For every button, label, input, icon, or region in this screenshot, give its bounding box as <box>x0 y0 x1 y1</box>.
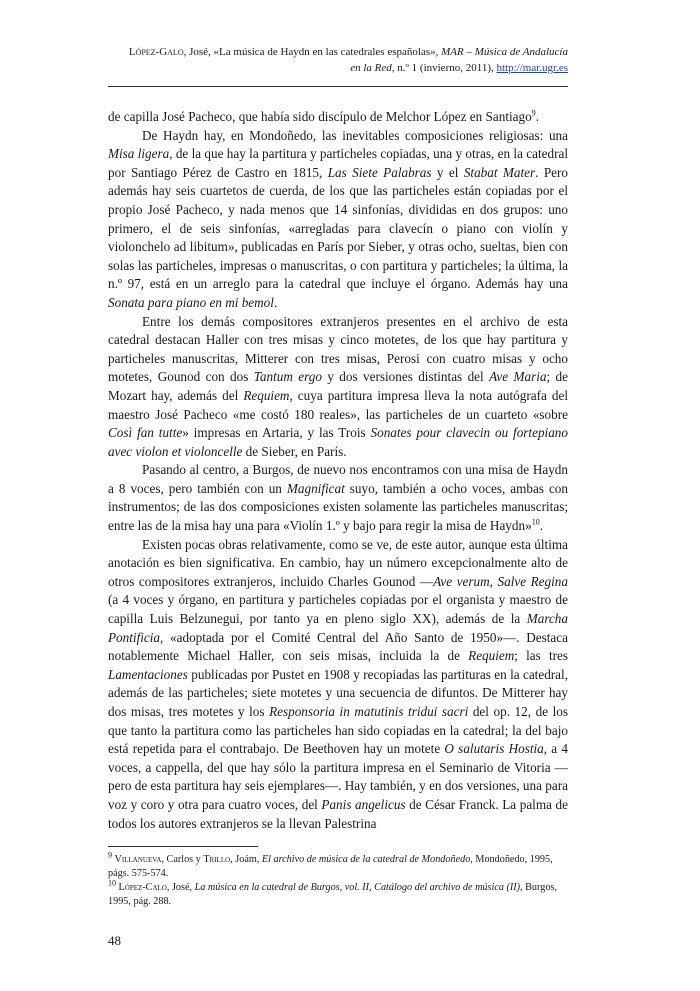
header-url-link[interactable]: http://mar.ugr.es <box>496 62 568 74</box>
text-run: . Pero además hay seis cuartetos de cuerda, de los que las particheles están copiadas por el propio José Pacheco, y nada menos que 14 sinfonías, divididas en dos grupos: uno primero, el de seis sinfonías, «arregladas para clavecín o piano con violín y violonchelo ad libitum», publicadas en París por Sieber, y otras ocho, sueltas, bien con solas las particheles, impresas o manuscritas, o con partitura y particheles; la última, la n.º 97, está en un arreglo para la catedral que incluye el órgano. Además hay una <box>108 164 569 292</box>
italic-text: Ave Maria <box>489 369 547 385</box>
header-issue: , n.º 1 (invierno, 2011), <box>391 62 497 74</box>
text-run: publicadas por Pustet en 1908 y recopiadas las partituras en la catedral, además de las particheles; siete motetes y una secuencia de difuntos. De Mitterer hay dos misas, tres motetes y los <box>108 666 568 719</box>
text-run: (a 4 voces y órgano, en partitura y particheles copiadas por el organista y maestro de capilla Luis Belzunegui, por tanto ya en pleno siglo XX), además de la <box>108 592 568 627</box>
text-run: . <box>535 109 539 124</box>
text-run: . <box>273 294 278 310</box>
paragraph <box>108 536 568 834</box>
paragraph <box>108 461 568 535</box>
italic-text: Stabat Mater <box>463 164 536 180</box>
text-run: y el <box>431 164 464 180</box>
text-run: . <box>539 518 543 534</box>
italic-text: Sonata para piano en mi bemol <box>108 294 274 310</box>
text-run: suyo, también a ocho voces, ambas con instrumentos; de las dos composiciones existen solamente las particheles manuscritas; entre las de la misa hay una para «Violín 1.º y bajo para regir la misa de Haydn» <box>108 480 568 534</box>
footnote-ref: 9 <box>108 850 112 860</box>
text-run: De Haydn hay, en Mondoñedo, las inevitables composiciones religiosas: una <box>142 127 568 143</box>
header-line-2 <box>108 60 568 76</box>
header-rule <box>108 86 568 87</box>
footnotes <box>108 850 568 909</box>
paragraph <box>108 127 568 313</box>
italic-text: Misa ligera <box>108 146 170 162</box>
italic-text: Ave verum <box>433 573 490 589</box>
text-run: , de la que hay la partitura y particheles copiadas, una y otras, en la catedral por Santiago Pérez de Castro en 1815, <box>108 146 568 180</box>
text-run: , «adoptada por el Comité Central del Año Santo de 1950»—. Destaca notablemente Michael Haller, con seis misas, incluida la de <box>108 629 568 664</box>
italic-text: Las Siete Palabras <box>327 164 432 180</box>
text-run: López-Calo <box>118 882 167 893</box>
header-journal-cont: en la Red <box>350 62 392 74</box>
body-text <box>108 108 568 833</box>
header-journal: MAR – Música de Andalucía <box>441 46 568 58</box>
italic-text: Sonates pour clavecin ou fortepiano avec violon et violoncelle <box>108 425 568 459</box>
footnote <box>108 850 568 881</box>
text-run: , Joám, <box>230 854 262 865</box>
italic-text: Così fan tutte <box>108 425 183 441</box>
text-run: Trillo <box>203 854 231 865</box>
footnote-rule <box>108 846 258 847</box>
footnote-ref: 10 <box>108 878 116 888</box>
italic-text: Salve Regina <box>497 573 568 589</box>
text-run: Pasando al centro, a Burgos, de nuevo nos encontramos con una misa de Haydn a 8 voces, pero también con un <box>108 462 568 496</box>
text-run: del op. 12, de los que tanto la partitura como las particheles han sido copiadas en la catedral; la del bajo está repetida para el contrabajo. De Beethoven hay un motete <box>108 704 568 757</box>
text-run: ; de Mozart hay, además del <box>108 369 568 403</box>
footnote <box>108 878 568 909</box>
header-line-1 <box>108 44 568 60</box>
header-article-title: , José, «La música de Haydn en las catedrales españolas», <box>183 46 442 58</box>
italic-text: Tantum ergo <box>253 369 322 385</box>
text-run: de capilla José Pacheco, que había sido discípulo de Melchor López en Santiago <box>108 109 532 124</box>
italic-text: Panis angelicus <box>321 796 406 812</box>
text-run: , José, <box>166 882 195 893</box>
text-run: Existen pocas obras relativamente, como se ve, de este autor, aunque esta última anotación es bien significativa. En cambio, hay un número excepcionalmente alto de otros compositores extranjeros, incluido Charles Gounod — <box>108 536 568 589</box>
text-run: , Burgos, 1995, pág. 288. <box>108 882 557 907</box>
text-run: de Sieber, en París. <box>242 443 347 459</box>
paragraph <box>108 108 568 127</box>
text-run: Entre los demás compositores extranjeros presentes en el archivo de esta catedral destacan Haller con tres misas y cinco motetes, de los que hay partitura y particheles manuscritas, Mitterer con tres misas, Perosi con cuatro misas y ocho motetes, Gounod con dos <box>108 313 568 385</box>
text-run: , Mondoñedo, 1995, págs. 575-574. <box>108 854 553 879</box>
italic-text: Lamentaciones <box>108 666 188 682</box>
italic-text: El archivo de música de la catedral de Mondoñedo <box>261 854 471 865</box>
italic-text: Requiem <box>468 648 515 664</box>
text-run: , cuya partitura impresa lleva la nota autógrafa del maestro José Pacheco «me costó 180 reales», las particheles de un cuarteto «sobre <box>108 387 568 422</box>
text-run: ; las tres <box>514 648 568 664</box>
italic-text: Responsoria in matutinis tridui sacri <box>269 704 469 719</box>
italic-text: O salutaris Hostia <box>444 741 544 757</box>
text-run: Villanueva <box>114 854 162 865</box>
text-run: , <box>489 573 498 589</box>
footnote-ref: 9 <box>531 108 536 118</box>
text-run: , a 4 voces, a cappella, del que hay sólo la partitura impresa en el Seminario de Vitoria —pero de esta partitura hay seis ejemplares—. Hay también, y en dos versiones, una para voz y coro y otra para cuatro voces, del <box>108 741 568 812</box>
text-run: , Carlos y <box>161 854 204 865</box>
text-run: de César Franck. La palma de todos los autores extranjeros se la llevan Palestrina <box>108 796 568 831</box>
italic-text: Requiem <box>243 387 290 403</box>
header-author: López-Galo <box>128 46 184 58</box>
italic-text: Magnificat <box>286 480 345 496</box>
page-number: 48 <box>108 933 121 948</box>
text-run: » impresas en Artaria, y las Trois <box>182 425 371 441</box>
running-header <box>108 44 568 76</box>
italic-text: Marcha Pontificia <box>108 611 568 645</box>
paragraph <box>108 313 568 462</box>
italic-text: La música en la catedral de Burgos, vol. II, Catálogo del archivo de música (II) <box>194 882 521 893</box>
text-run: y dos versiones distintas del <box>321 369 490 385</box>
footnote-ref: 10 <box>531 517 540 527</box>
